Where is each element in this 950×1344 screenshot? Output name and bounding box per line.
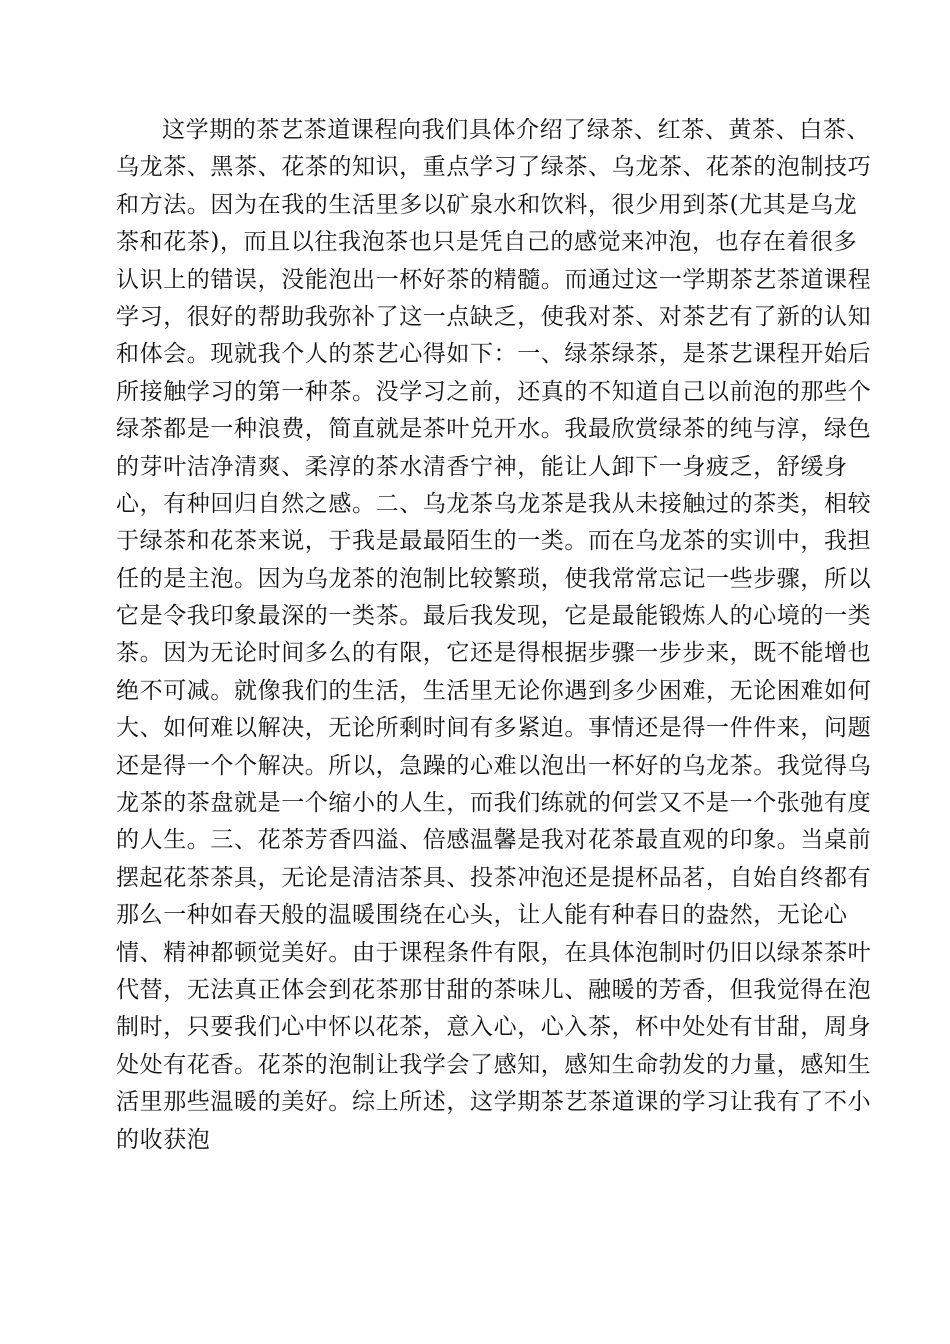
text-line: 活里那些温暖的美好。综上所述，这学期茶艺茶道课的学习让我有了不小 xyxy=(116,1089,872,1116)
text-line: 绿茶都是一种浪费，简直就是茶叶兑开水。我最欣赏绿茶的纯与淳，绿色 xyxy=(116,416,872,443)
text-line: 和方法。因为在我的生活里多以矿泉水和饮料，很少用到茶(尤其是乌龙 xyxy=(116,191,858,218)
body-text xyxy=(116,112,872,1159)
text-line: 绝不可减。就像我们的生活，生活里无论你遇到多少困难，无论困难如何 xyxy=(116,677,872,704)
text-line: 学习，很好的帮助我弥补了这一点缺乏，使我对茶、对茶艺有了新的认知 xyxy=(116,303,872,330)
text-line: 的芽叶洁净清爽、柔淳的茶水清香宁神，能让人卸下一身疲乏，舒缓身 xyxy=(116,453,848,480)
text-line: 于绿茶和花茶来说，于我是最最陌生的一类。而在乌龙茶的实训中，我担 xyxy=(116,528,872,555)
text-line: 摆起花茶茶具，无论是清洁茶具、投茶冲泡还是提杯品茗，自始自终都有 xyxy=(116,864,872,891)
text-line: 处处有花香。花茶的泡制让我学会了感知，感知生命勃发的力量，感知生 xyxy=(116,1051,872,1078)
text-line: 代替，无法真正体会到花茶那甘甜的茶味儿、融暖的芳香，但我觉得在泡 xyxy=(116,976,872,1003)
text-line: 认识上的错误，没能泡出一杯好茶的精髓。而通过这一学期茶艺茶道课程 xyxy=(116,266,872,293)
text-line: 的收获泡 xyxy=(116,1126,211,1153)
text-line: 任的是主泡。因为乌龙茶的泡制比较繁琐，使我常常忘记一些步骤，所以 xyxy=(116,565,872,592)
text-line: 茶和花茶)，而且以往我泡茶也只是凭自己的感觉来冲泡，也存在着很多 xyxy=(116,229,858,256)
text-line: 大、如何难以解决，无论所剩时间有多紧迫。事情还是得一件件来，问题 xyxy=(116,715,872,742)
text-line: 的人生。三、花茶芳香四溢、倍感温馨是我对花茶最直观的印象。当桌前 xyxy=(116,827,872,854)
text-line: 它是令我印象最深的一类茶。最后我发现，它是最能锻炼人的心境的一类 xyxy=(116,603,872,630)
text-line: 这学期的茶艺茶道课程向我们具体介绍了绿茶、红茶、黄茶、白茶、 xyxy=(162,117,870,143)
text-line: 和体会。现就我个人的茶艺心得如下：一、绿茶绿茶，是茶艺课程开始后 xyxy=(116,341,872,368)
text-line: 所接触学习的第一种茶。没学习之前，还真的不知道自己以前泡的那些个 xyxy=(116,378,872,405)
text-line: 那么一种如春天般的温暖围绕在心头，让人能有种春日的盎然，无论心 xyxy=(116,902,848,929)
text-line: 乌龙茶、黑茶、花茶的知识，重点学习了绿茶、乌龙茶、花茶的泡制技巧 xyxy=(116,154,872,181)
text-line: 茶。因为无论时间多么的有限，它还是得根据步骤一步步来，既不能增也 xyxy=(116,640,872,667)
text-line: 制时，只要我们心中怀以花茶，意入心，心入茶，杯中处处有甘甜，周身 xyxy=(116,1014,872,1041)
text-line: 还是得一个个解决。所以，急躁的心难以泡出一杯好的乌龙茶。我觉得乌 xyxy=(116,752,872,779)
text-line: 心，有种回归自然之感。二、乌龙茶乌龙茶是我从未接触过的茶类，相较 xyxy=(116,490,872,517)
text-line: 龙茶的茶盘就是一个缩小的人生，而我们练就的何尝又不是一个张弛有度 xyxy=(116,790,872,817)
text-line: 情、精神都顿觉美好。由于课程条件有限，在具体泡制时仍旧以绿茶茶叶 xyxy=(116,939,872,966)
